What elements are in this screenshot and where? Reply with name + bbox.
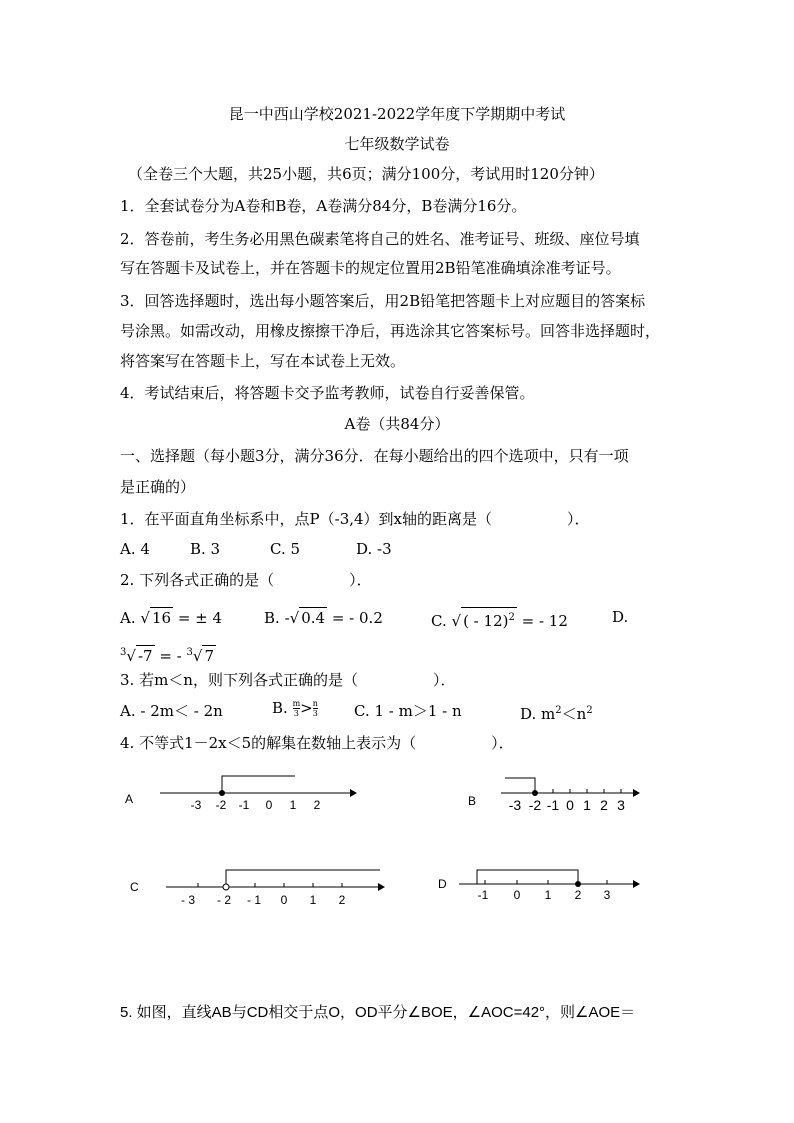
tick-label: -1 bbox=[546, 797, 560, 813]
q1-option-b: B. 3 bbox=[190, 540, 221, 558]
q2-b-radicand: 0.4 bbox=[301, 609, 326, 627]
tick-label: 1 bbox=[289, 798, 297, 812]
q2-a-rest: = ± 4 bbox=[173, 609, 223, 627]
q1-option-a: A. 4 bbox=[120, 540, 150, 558]
q2-option-c bbox=[431, 607, 568, 631]
number-line-c bbox=[160, 866, 400, 916]
cube-root-index: 3 bbox=[120, 647, 127, 658]
sqrt-icon: √ bbox=[140, 609, 150, 627]
question-3-stem: 3. 若m＜n，则下列各式正确的是（ ）． bbox=[120, 671, 456, 689]
question-5-stem: 5. 如图，直线AB与CD相交于点O，OD平分∠BOE，∠AOC=42°，则∠AOE＝ bbox=[120, 1004, 636, 1021]
tick-label: 2 bbox=[574, 888, 582, 902]
tick-label: - 1 bbox=[246, 893, 262, 907]
tick-label: -3 bbox=[190, 798, 202, 812]
note-line: 2．答卷前，考生务必用黑色碳素笔将自己的姓名、准考证号、班级、座位号填 bbox=[120, 230, 640, 248]
q1-option-c: C. 5 bbox=[270, 540, 301, 558]
q2-a-radicand: 16 bbox=[151, 609, 172, 627]
number-line-b bbox=[495, 774, 655, 824]
q3-b-label: B. bbox=[272, 699, 288, 717]
number-line-d bbox=[455, 864, 655, 914]
q3-d-label: D. m bbox=[520, 705, 556, 723]
q3-option-c: C. 1 - m＞1 - n bbox=[354, 702, 462, 720]
tick-label: 3 bbox=[603, 888, 611, 902]
q3-option-b bbox=[272, 697, 318, 718]
tick-label: -2 bbox=[215, 798, 227, 812]
cube-root-index: 3 bbox=[186, 647, 193, 658]
exam-meta: （全卷三个大题，共25小题，共6页；满分100分，考试用时120分钟） bbox=[128, 165, 604, 183]
sqrt-icon: √ bbox=[289, 609, 300, 627]
question-4-stem: 4. 不等式1－2x＜5的解集在数轴上表示为（ ）． bbox=[120, 734, 514, 752]
q4-option-a-label: A bbox=[125, 792, 134, 806]
part1-instructions-cont: 是正确的） bbox=[120, 478, 196, 496]
section-a-heading: A卷（共84分） bbox=[344, 415, 450, 433]
part1-instructions: 一、选择题（每小题3分，满分36分．在每小题给出的四个选项中，只有一项 bbox=[120, 447, 629, 465]
q3-b-symbol: > bbox=[300, 699, 313, 717]
q3-b-den1: 3 bbox=[293, 708, 299, 718]
tick-label: 0 bbox=[265, 798, 273, 812]
q3-option-d bbox=[520, 701, 593, 724]
tick-label: 2 bbox=[313, 798, 321, 812]
tick-label: - 3 bbox=[180, 893, 196, 907]
tick-label: 0 bbox=[280, 893, 288, 907]
tick-label: 0 bbox=[566, 797, 574, 813]
q2-option-d-label: D. bbox=[612, 608, 629, 626]
q2-d-rest: = - bbox=[154, 647, 187, 665]
q2-b-rest: = - 0.2 bbox=[327, 609, 383, 627]
q3-d-exp: 2 bbox=[555, 705, 562, 716]
tick-label: -3 bbox=[508, 797, 522, 813]
note-line: 1．全套试卷分为A卷和B卷，A卷满分84分，B卷满分16分。 bbox=[120, 197, 527, 215]
q3-d-mid: ＜n bbox=[561, 705, 587, 723]
tick-label: 0 bbox=[513, 888, 521, 902]
closed-point-icon bbox=[575, 881, 581, 887]
q4-option-b-label: B bbox=[468, 794, 477, 808]
q3-d-exp2: 2 bbox=[586, 705, 593, 716]
question-2-stem: 2. 下列各式正确的是（ ）． bbox=[120, 571, 372, 589]
q3-option-a: A. - 2m＜ - 2n bbox=[120, 702, 223, 720]
q3-b-num2: n bbox=[312, 698, 318, 708]
q2-c-label: C. bbox=[431, 612, 447, 630]
tick-label: -1 bbox=[238, 798, 250, 812]
tick-label: 1 bbox=[544, 888, 552, 902]
note-line: 号涂黑。如需改动，用橡皮擦擦干净后，再选涂其它答案标号。回答非选择题时， bbox=[120, 322, 661, 340]
note-line: 将答案写在答题卡上，写在本试卷上无效。 bbox=[120, 352, 406, 370]
sqrt-icon: √ bbox=[192, 647, 203, 665]
note-line: 写在答题卡及试卷上，并在答题卡的规定位置用2B铅笔准确填涂准考证号。 bbox=[120, 259, 621, 277]
q2-c-rest: = - 12 bbox=[516, 612, 568, 630]
q4-option-c-label: C bbox=[130, 880, 139, 894]
tick-label: -1 bbox=[477, 888, 489, 902]
tick-label: 2 bbox=[338, 893, 346, 907]
note-line: 3．回答选择题时，选出每小题答案后，用2B铅笔把答题卡上对应题目的答案标 bbox=[120, 292, 646, 310]
q3-b-num1: m bbox=[292, 698, 301, 708]
exam-subtitle: 七年级数学试卷 bbox=[344, 135, 450, 153]
note-line: 4．考试结束后，将答题卡交予监考教师，试卷自行妥善保管。 bbox=[120, 384, 535, 402]
q2-option-b: B. -√ 0.4 = - 0.2 bbox=[264, 609, 383, 627]
q2-c-exponent: 2 bbox=[508, 612, 515, 623]
closed-point-icon bbox=[532, 790, 538, 796]
tick-label: 1 bbox=[583, 797, 591, 813]
exam-title: 昆一中西山学校2021-2022学年度下学期期中考试 bbox=[228, 105, 566, 123]
q1-option-d: D. -3 bbox=[356, 540, 392, 558]
tick-label: 3 bbox=[617, 797, 625, 813]
number-line-a bbox=[160, 766, 400, 826]
q4-option-d-label: D bbox=[438, 877, 447, 891]
q2-d-radicand: -7 bbox=[137, 647, 153, 665]
tick-label: - 2 bbox=[216, 893, 232, 907]
tick-label: -2 bbox=[528, 797, 542, 813]
open-point-icon bbox=[223, 884, 229, 890]
question-1-stem: 1．在平面直角坐标系中，点P（-3,4）到x轴的距离是（ ）． bbox=[120, 510, 590, 528]
q2-option-d bbox=[120, 643, 216, 666]
sqrt-icon: √ bbox=[451, 612, 462, 630]
q2-a-label: A. bbox=[120, 609, 136, 627]
q2-b-label: B. bbox=[264, 609, 280, 627]
closed-point-icon bbox=[219, 790, 225, 796]
tick-label: 2 bbox=[600, 797, 608, 813]
q3-b-den2: 3 bbox=[312, 708, 318, 718]
q2-option-a bbox=[120, 607, 222, 628]
q2-c-radicand: ( - 12) bbox=[463, 612, 509, 630]
sqrt-icon: √ bbox=[126, 647, 136, 665]
q2-d-radicand-2: 7 bbox=[204, 647, 214, 665]
tick-label: 1 bbox=[309, 893, 317, 907]
